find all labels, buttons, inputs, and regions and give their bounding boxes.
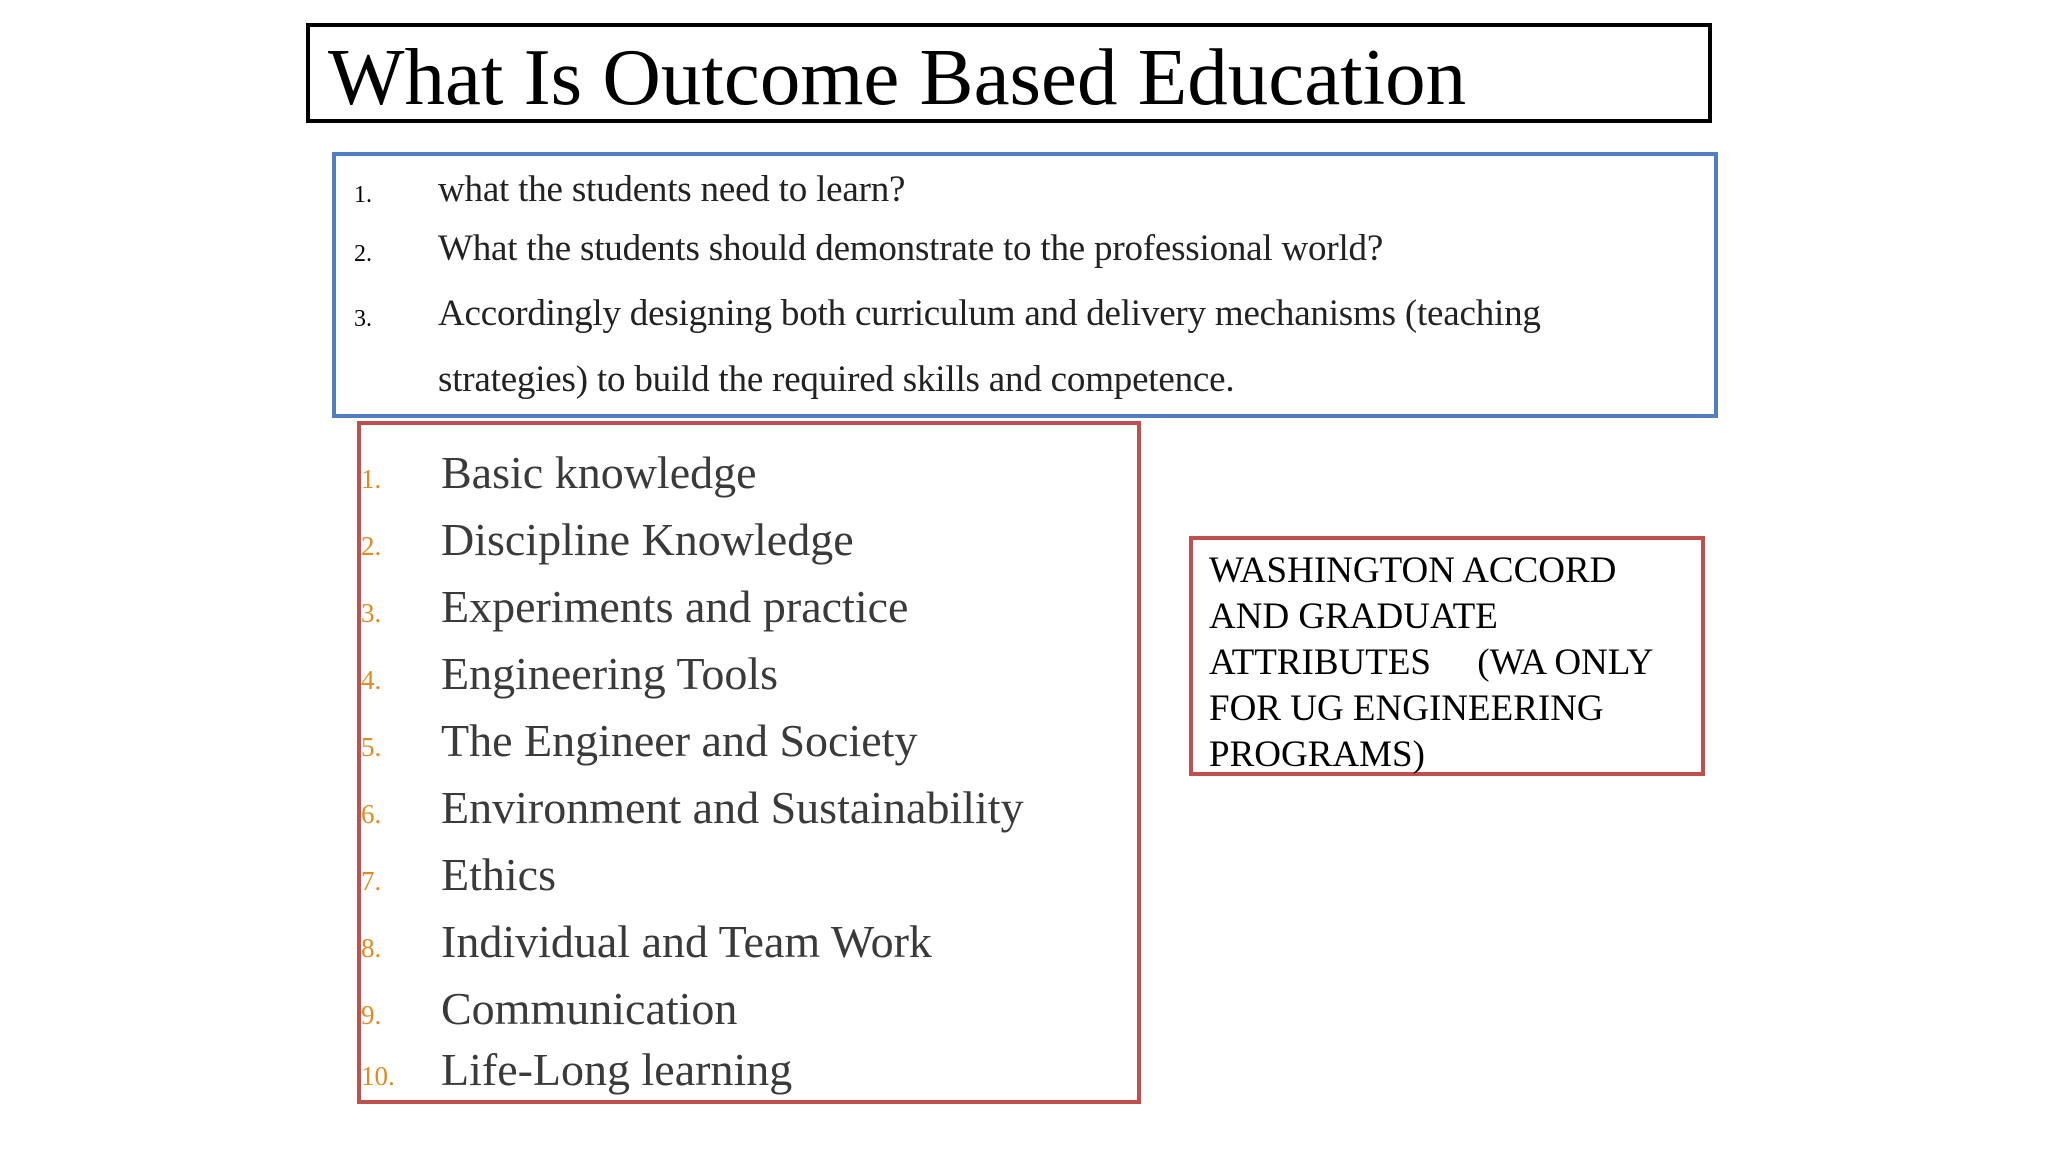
question-text: Accordingly designing both curriculum and delivery mechanisms (teaching bbox=[438, 293, 1541, 334]
attribute-number: 1. bbox=[361, 464, 382, 494]
washington-accord-line: AND GRADUATE bbox=[1209, 596, 1498, 637]
question-text: what the students need to learn? bbox=[438, 169, 906, 210]
graduate-attributes-box bbox=[357, 421, 1141, 1104]
attribute-item bbox=[361, 709, 1131, 769]
attribute-text: Experiments and practice bbox=[441, 581, 909, 632]
attribute-item bbox=[361, 575, 1131, 635]
attribute-number: 9. bbox=[361, 1000, 382, 1030]
question-text: What the students should demonstrate to the professional world? bbox=[438, 228, 1384, 269]
attribute-number: 10. bbox=[361, 1061, 395, 1091]
washington-accord-line: WASHINGTON ACCORD bbox=[1209, 550, 1617, 591]
attribute-number: 4. bbox=[361, 665, 382, 695]
attribute-item bbox=[361, 441, 1131, 501]
attribute-text: Engineering Tools bbox=[441, 648, 779, 699]
attribute-item bbox=[361, 508, 1131, 568]
question-number: 3. bbox=[354, 306, 372, 332]
attribute-text: Environment and Sustainability bbox=[441, 782, 1024, 833]
attribute-number: 6. bbox=[361, 799, 382, 829]
attribute-text: Discipline Knowledge bbox=[441, 514, 854, 565]
attribute-item bbox=[361, 977, 1131, 1037]
attribute-number: 2. bbox=[361, 531, 382, 561]
attribute-text: Ethics bbox=[441, 849, 556, 900]
question-text: strategies) to build the required skills and competence. bbox=[438, 359, 1235, 400]
attribute-text: Communication bbox=[441, 983, 738, 1034]
slide-title: What Is Outcome Based Education bbox=[328, 32, 1467, 122]
washington-accord-line: ATTRIBUTES (WA ONLY bbox=[1209, 642, 1654, 683]
attribute-text: The Engineer and Society bbox=[441, 715, 918, 766]
question-number: 2. bbox=[354, 241, 372, 267]
washington-accord-box bbox=[1189, 536, 1705, 776]
attribute-item bbox=[361, 843, 1131, 903]
washington-accord-line: PROGRAMS) bbox=[1209, 734, 1425, 775]
attribute-number: 7. bbox=[361, 866, 382, 896]
title-box bbox=[306, 23, 1712, 123]
attribute-number: 5. bbox=[361, 732, 382, 762]
attribute-number: 3. bbox=[361, 598, 382, 628]
attribute-item bbox=[361, 776, 1131, 836]
attribute-item bbox=[361, 910, 1131, 970]
questions-box bbox=[332, 152, 1718, 418]
attribute-text: Life-Long learning bbox=[441, 1044, 793, 1095]
attribute-text: Basic knowledge bbox=[441, 447, 757, 498]
question-number: 1. bbox=[354, 182, 372, 208]
washington-accord-line: FOR UG ENGINEERING bbox=[1209, 688, 1604, 729]
attribute-text: Individual and Team Work bbox=[441, 916, 932, 967]
attribute-number: 8. bbox=[361, 933, 382, 963]
attribute-item bbox=[361, 642, 1131, 702]
attribute-item bbox=[361, 1038, 1131, 1098]
